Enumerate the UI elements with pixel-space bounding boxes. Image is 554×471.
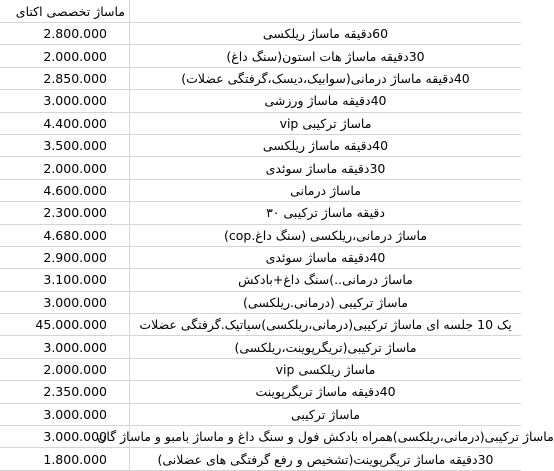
table-row: [0, 90, 521, 112]
price-cell[interactable]: [0, 381, 130, 402]
service-description: 40دقیقه ماساژ ریلکسی: [262, 138, 389, 154]
service-description: 60دقیقه ماساژ ریلکسی: [262, 26, 389, 42]
description-cell[interactable]: [130, 292, 521, 313]
service-description: ماساژ ترکیبی: [290, 406, 361, 422]
table-row: [0, 135, 521, 157]
price-cell[interactable]: [0, 314, 130, 335]
price-value: 3.000.000: [43, 429, 107, 445]
price-value: 1.800.000: [43, 451, 107, 467]
table-row: [0, 45, 521, 67]
service-description: ماساژ ترکیبی(درمانی،ریلکسی)همراه بادکش فول و سنگ داغ و ماساژ بامبو و ماساژ گان: [97, 429, 554, 445]
price-cell[interactable]: [0, 448, 130, 469]
price-value: 2.000.000: [43, 362, 107, 378]
price-cell[interactable]: [0, 202, 130, 223]
table-row: [0, 448, 521, 470]
description-cell[interactable]: [130, 157, 521, 178]
description-cell[interactable]: [130, 381, 521, 402]
price-value: 4.680.000: [43, 227, 107, 243]
description-cell[interactable]: [130, 45, 521, 66]
price-cell[interactable]: [0, 292, 130, 313]
description-cell[interactable]: [130, 180, 521, 201]
price-cell[interactable]: [0, 113, 130, 134]
service-description: یک 10 جلسه ای ماساژ ترکیبی(درمانی،ریلکسی)سیاتیک.گرفتگی عضلات: [139, 317, 512, 333]
price-cell[interactable]: [0, 336, 130, 357]
price-value: 2.000.000: [43, 48, 107, 64]
price-cell[interactable]: [0, 23, 130, 44]
header-cell-price[interactable]: [0, 0, 130, 22]
price-value: 2.350.000: [43, 384, 107, 400]
service-description: 30دقیقه ماساژ تریگرپوینت(تشخیص و رفع گرفتگی های عضلانی): [157, 451, 494, 467]
price-cell[interactable]: [0, 180, 130, 201]
description-cell[interactable]: [130, 336, 521, 357]
table-row: [0, 426, 554, 448]
table-row: [0, 180, 521, 202]
table-row: [0, 381, 521, 403]
table-row: [0, 113, 521, 135]
service-description: 30دقیقه ماساژ هات استون(سنگ داغ): [226, 48, 425, 64]
price-value: 45.000.000: [35, 317, 107, 333]
description-cell[interactable]: [130, 113, 521, 134]
price-cell[interactable]: [0, 157, 130, 178]
description-cell[interactable]: [130, 90, 521, 111]
price-value: 2.800.000: [43, 26, 107, 42]
description-cell[interactable]: [130, 359, 521, 380]
service-description: ماساژ ترکیبی(تریگرپوینت،ریلکسی): [234, 339, 417, 355]
table-row: [0, 314, 521, 336]
price-value: 3.500.000: [43, 138, 107, 154]
price-value: 2.900.000: [43, 250, 107, 266]
service-description: 40دقیقه ماساژ درمانی(سوابیک،دیسک،گرفتگی عضلات): [181, 70, 470, 86]
header-cell-desc[interactable]: [130, 0, 521, 22]
table-row: [0, 23, 521, 45]
service-description: ماساژ درمانی..)سنگ داغ+بادکش: [238, 272, 413, 288]
table-row: [0, 269, 521, 291]
description-cell[interactable]: [130, 404, 521, 425]
service-description: ماساژ ترکیبی vip: [279, 115, 372, 131]
price-value: 3.000.000: [43, 93, 107, 109]
description-cell[interactable]: [130, 202, 521, 223]
price-value: 3.100.000: [43, 272, 107, 288]
table-row: [0, 292, 521, 314]
header-price-title: ماساژ تخصصی اکتای: [15, 3, 125, 19]
description-cell[interactable]: [130, 269, 521, 290]
price-cell[interactable]: [0, 269, 130, 290]
price-cell[interactable]: [0, 225, 130, 246]
price-value: 2.000.000: [43, 160, 107, 176]
service-description: دقیقه ماساژ ترکیبی ۳۰: [266, 205, 385, 221]
price-cell[interactable]: [0, 90, 130, 111]
service-description: ماساژ ترکیبی (درمانی.ریلکسی): [243, 294, 408, 310]
table-row: [0, 336, 521, 358]
price-value: 4.600.000: [43, 182, 107, 198]
service-description: 40دقیقه ماساژ تریگرپوینت: [255, 384, 396, 400]
description-cell[interactable]: [130, 314, 521, 335]
description-cell[interactable]: [130, 135, 521, 156]
price-cell[interactable]: [0, 135, 130, 156]
price-value: 2.300.000: [43, 205, 107, 221]
service-description: 30دقیقه ماساژ سوئدی: [265, 160, 386, 176]
service-description: ماساژ درمانی: [290, 182, 361, 198]
description-cell[interactable]: [130, 68, 521, 89]
service-description: 40دقیقه ماساژ ورزشی: [264, 93, 387, 109]
table-row: [0, 225, 521, 247]
table-body: [0, 23, 554, 471]
description-cell[interactable]: [97, 426, 554, 447]
header-row: [0, 0, 521, 23]
price-cell[interactable]: [0, 45, 130, 66]
price-cell[interactable]: [0, 404, 130, 425]
table-row: [0, 247, 521, 269]
price-value: 3.000.000: [43, 339, 107, 355]
service-description: ماساژ درمانی،ریلکسی (سنگ داغ.cop): [223, 227, 428, 243]
description-cell[interactable]: [130, 225, 521, 246]
table-row: [0, 202, 521, 224]
service-description: ماساژ ریلکسی vip: [275, 362, 376, 378]
description-cell[interactable]: [130, 23, 521, 44]
description-cell[interactable]: [130, 448, 521, 469]
service-description: 40دقیقه ماساژ سوئدی: [265, 250, 386, 266]
price-value: 3.000.000: [43, 294, 107, 310]
price-value: 2.850.000: [43, 70, 107, 86]
price-cell[interactable]: [0, 68, 130, 89]
price-cell[interactable]: [0, 247, 130, 268]
description-cell[interactable]: [130, 247, 521, 268]
table-row: [0, 404, 521, 426]
price-cell[interactable]: [0, 359, 130, 380]
table-row: [0, 359, 521, 381]
price-value: 4.400.000: [43, 115, 107, 131]
table-row: [0, 68, 521, 90]
table-row: [0, 157, 521, 179]
price-value: 3.000.000: [43, 406, 107, 422]
